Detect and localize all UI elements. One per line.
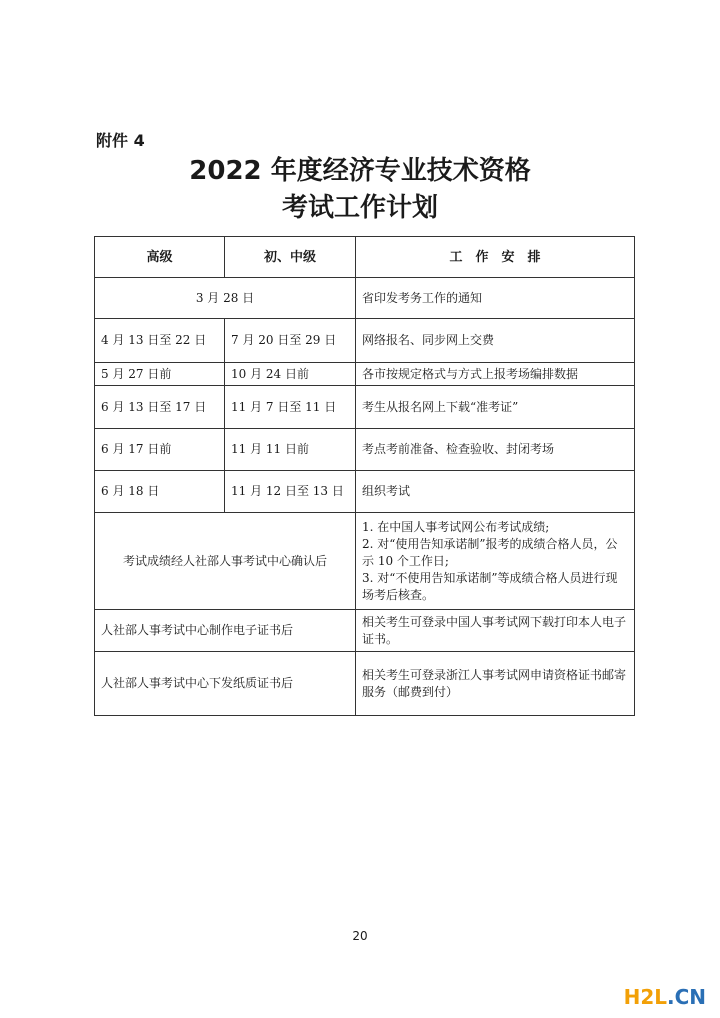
schedule-table [94, 236, 635, 716]
junior-date-cell: 11 月 7 日至 11 日 [225, 386, 356, 429]
senior-date-cell: 6 月 18 日 [95, 471, 225, 513]
work-cell: 各市按规定格式与方式上报考场编排数据 [356, 363, 635, 386]
header-work: 工 作 安 排 [356, 237, 635, 278]
watermark-part: H2L [623, 985, 667, 1009]
work-cell: 组织考试 [356, 471, 635, 513]
work-cell: 省印发考务工作的通知 [356, 278, 635, 319]
work-cell: 考生从报名网上下载“准考证” [356, 386, 635, 429]
junior-date-cell: 11 月 11 日前 [225, 429, 356, 471]
work-cell [356, 513, 635, 610]
header-junior: 初、中级 [225, 237, 356, 278]
work-line: 3. 对“不使用告知承诺制”等成绩合格人员进行现场考后核查。 [362, 570, 618, 602]
senior-date-cell: 6 月 13 日至 17 日 [95, 386, 225, 429]
table-row [95, 471, 635, 513]
table-row [95, 610, 635, 652]
work-cell: 考点考前准备、检查验收、封闭考场 [356, 429, 635, 471]
table-row [95, 363, 635, 386]
page-title-line-2: 考试工作计划 [281, 193, 438, 223]
table-row [95, 319, 635, 363]
table-row [95, 278, 635, 319]
work-cell: 相关考生可登录中国人事考试网下载打印本人电子证书。 [356, 610, 635, 652]
table-row [95, 652, 635, 716]
table-row [95, 386, 635, 429]
merged-condition-cell: 人社部人事考试中心制作电子证书后 [95, 610, 356, 652]
work-cell: 网络报名、同步网上交费 [356, 319, 635, 363]
junior-date-cell: 10 月 24 日前 [225, 363, 356, 386]
senior-date-cell: 4 月 13 日至 22 日 [95, 319, 225, 363]
table-row [95, 513, 635, 610]
senior-date-cell: 5 月 27 日前 [95, 363, 225, 386]
merged-condition-cell: 人社部人事考试中心下发纸质证书后 [95, 652, 356, 716]
senior-date-cell: 6 月 17 日前 [95, 429, 225, 471]
merged-condition-cell: 考试成绩经人社部人事考试中心确认后 [95, 513, 356, 610]
merged-date-cell: 3 月 28 日 [95, 278, 356, 319]
page-number: 20 [352, 929, 368, 943]
site-watermark [624, 985, 706, 1009]
table-row [95, 429, 635, 471]
watermark-part: .CN [666, 985, 706, 1009]
attachment-label: 附件 4 [96, 131, 145, 150]
header-senior: 高级 [95, 237, 225, 278]
junior-date-cell: 11 月 12 日至 13 日 [225, 471, 356, 513]
junior-date-cell: 7 月 20 日至 29 日 [225, 319, 356, 363]
work-line: 1. 在中国人事考试网公布考试成绩; [362, 519, 550, 534]
work-line: 2. 对“使用告知承诺制”报考的成绩合格人员，公示 10 个工作日; [362, 536, 618, 568]
work-cell: 相关考生可登录浙江人事考试网申请资格证书邮寄服务（邮费到付） [356, 652, 635, 716]
page-title-line-1: 2022 年度经济专业技术资格 [189, 156, 531, 186]
table-header-row [95, 237, 635, 278]
